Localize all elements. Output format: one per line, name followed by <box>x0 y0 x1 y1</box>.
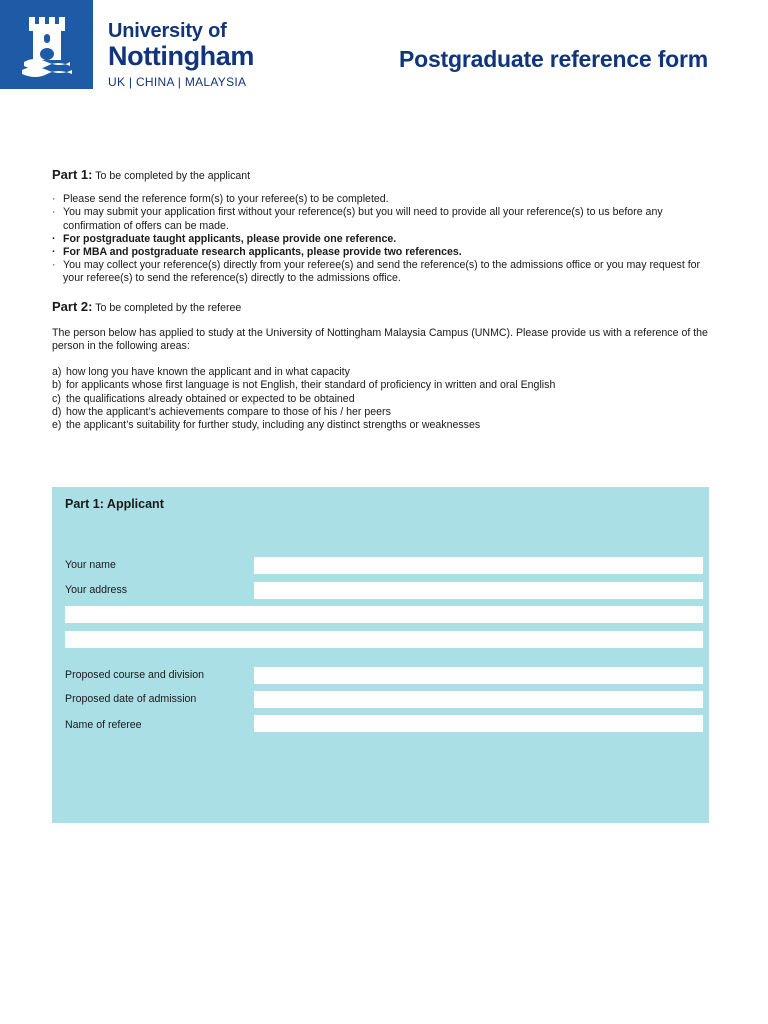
part2-text: To be completed by the referee <box>95 301 242 314</box>
part1-label: Part 1: <box>52 167 93 182</box>
university-logo <box>0 0 93 89</box>
course-field[interactable] <box>254 667 703 684</box>
university-line2: Nottingham <box>108 41 254 71</box>
castle-crest-icon <box>0 0 93 89</box>
bullet-item: · For postgraduate taught applicants, please provide one reference. <box>52 233 722 246</box>
university-line1: University of <box>108 20 227 42</box>
address-field-3[interactable] <box>65 631 703 648</box>
admission-date-label: Proposed date of admission <box>65 693 197 705</box>
address-label: Your address <box>65 584 128 596</box>
list-item: a) how long you have known the applicant and in what capacity <box>52 366 350 379</box>
address-field-2[interactable] <box>65 606 703 623</box>
bullet-item: · You may submit your application first without your reference(s) but you will need to provide all your reference(s) to us before any confirmation of offers can be made. <box>52 206 722 232</box>
instructions <box>52 168 722 432</box>
list-item: c) the qualifications already obtained or expected to be obtained <box>52 392 355 405</box>
address-field-1[interactable] <box>254 582 703 599</box>
form-title: Postgraduate reference form <box>398 46 708 72</box>
bullet-item: · You may collect your reference(s) directly from your referee(s) and send the reference(s) to the admissions office or you may request for your referee(s) to send the reference(s) directly to the admissions office. <box>52 259 722 285</box>
part1-bullets <box>52 193 722 285</box>
admission-date-field[interactable] <box>254 691 703 708</box>
referee-field[interactable] <box>254 715 703 732</box>
campus-list: UK | CHINA | MALAYSIA <box>108 75 247 89</box>
part2-intro: The person below has applied to study at the University of Nottingham Malaysia Campus (UNMC). Please provide us with a reference of the person in the following areas: <box>52 326 708 353</box>
name-field[interactable] <box>254 557 703 574</box>
part1-heading <box>52 168 722 183</box>
bullet-item: · Please send the reference form(s) to your referee(s) to be completed. <box>52 193 722 206</box>
panel-title: Part 1: Applicant <box>65 497 164 511</box>
university-wordmark <box>108 20 254 91</box>
applicant-panel <box>52 487 709 823</box>
part1-text: To be completed by the applicant <box>95 170 251 182</box>
reference-areas <box>52 366 722 432</box>
course-label: Proposed course and division <box>65 669 204 681</box>
list-item: b) for applicants whose first language is not English, their standard of proficiency in written and oral English <box>52 379 556 392</box>
part2-label: Part 2: <box>52 298 93 314</box>
name-label: Your name <box>65 559 116 571</box>
list-item: e) the applicant’s suitability for further study, including any distinct strengths or weaknesses <box>52 419 481 432</box>
list-item: d) how the applicant’s achievements compare to those of his / her peers <box>52 405 391 418</box>
part2-heading <box>52 300 722 315</box>
bullet-item: · For MBA and postgraduate research applicants, please provide two references. <box>52 246 722 259</box>
referee-label: Name of referee <box>65 719 142 731</box>
